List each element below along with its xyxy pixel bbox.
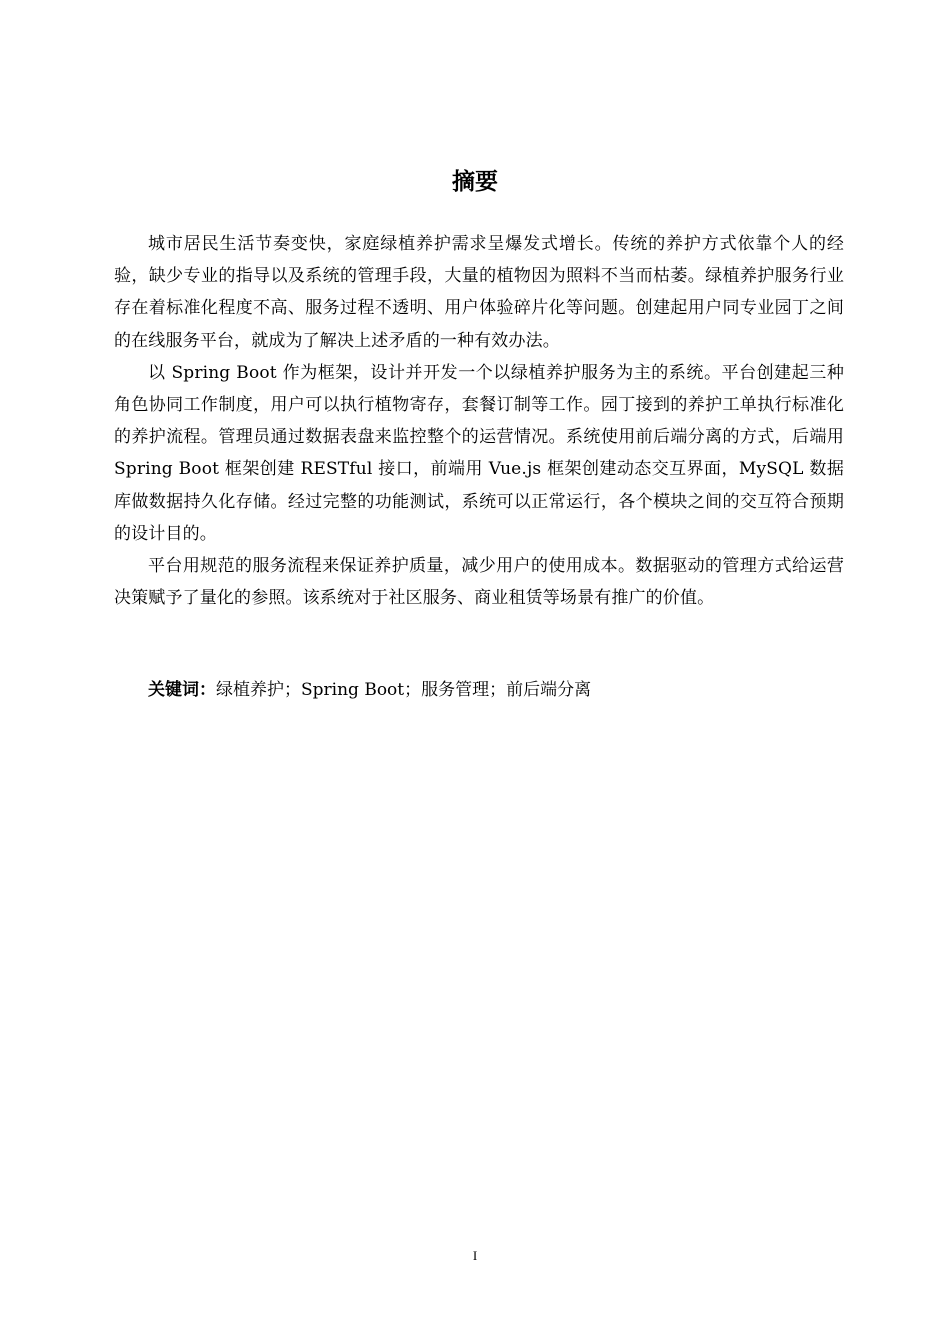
abstract-paragraph-1: 城市居民生活节奏变快，家庭绿植养护需求呈爆发式增长。传统的养护方式依靠个人的经验，缺少专业的指导以及系统的管理手段，大量的植物因为照料不当而枯萎。绿植养护服务行业存在着标准化程度不高、服务过程不透明、用户体验碎片化等问题。创建起用户同专业园丁之间的在线服务平台，就成为了解决上述矛盾的一种有效办法。 [114,234,844,351]
keywords-text: 绿植养护；Spring Boot；服务管理；前后端分离 [216,680,592,700]
keywords-line [148,674,848,706]
abstract-paragraph-2: 以 Spring Boot 作为框架，设计并开发一个以绿植养护服务为主的系统。平台创建起三种角色协同工作制度，用户可以执行植物寄存，套餐订制等工作。园丁接到的养护工单执行标准化的养护流程。管理员通过数据表盘来监控整个的运营情况。系统使用前后端分离的方式，后端用 Spring Boot 框架创建 RESTful 接口，前端用 Vue.js 框架创建动态交互界面，MySQL 数据库做数据持久化存储。经过完整的功能测试，系统可以正常运行，各个模块之间的交互符合预期的设计目的。 [114,362,844,544]
abstract-paragraph-3: 平台用规范的服务流程来保证养护质量，减少用户的使用成本。数据驱动的管理方式给运营决策赋予了量化的参照。该系统对于社区服务、商业租赁等场景有推广的价值。 [114,556,844,609]
keywords-label: 关键词： [148,680,216,700]
abstract-body [114,228,844,614]
abstract-title: 摘要 [452,169,498,195]
page-number: I [472,1248,478,1263]
